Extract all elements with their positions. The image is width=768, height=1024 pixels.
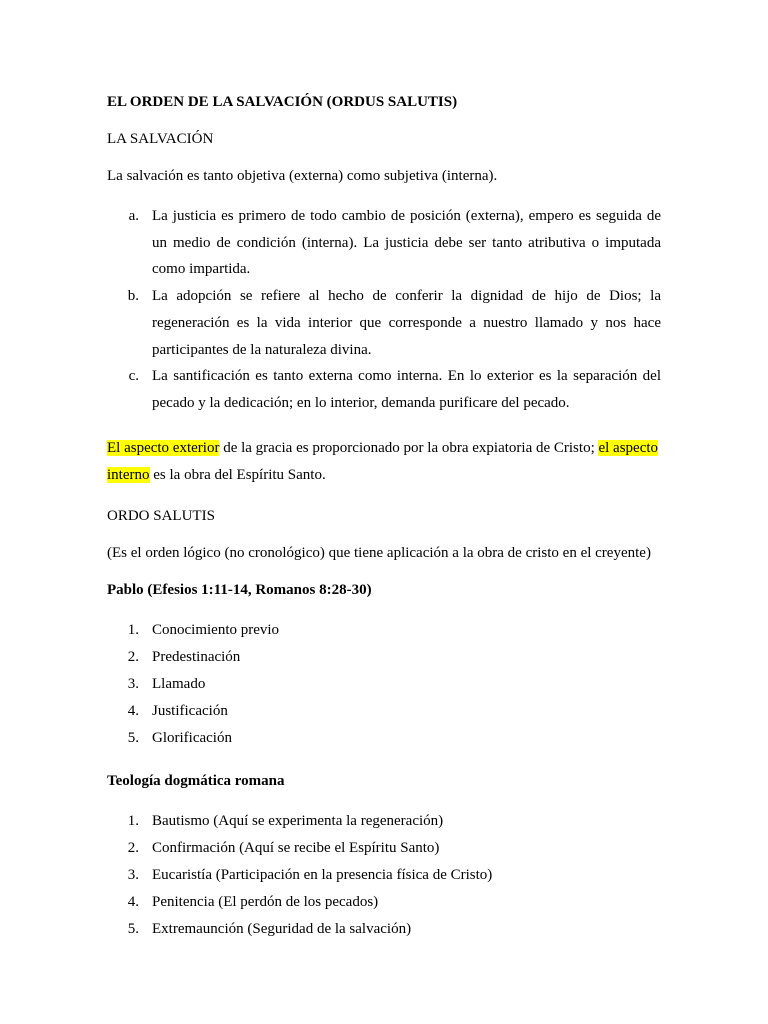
highlight-aspect-exterior: El aspecto exterior [107, 439, 220, 456]
list-item [107, 916, 661, 943]
list-item-text: Confirmación (Aquí se recibe el Espíritu Santo) [152, 839, 440, 856]
ordo-description: (Es el orden lógico (no cronológico) que tiene aplicación a la obra de cristo en el creyente) [107, 544, 651, 561]
list-marker: 5. [127, 920, 139, 937]
intro-paragraph: La salvación es tanto objetiva (externa) como subjetiva (interna). [107, 168, 498, 184]
document-title: EL ORDEN DE LA SALVACIÓN (ORDUS SALUTIS) [107, 94, 458, 110]
list-item-text: Predestinación [152, 648, 241, 665]
list-item-text: Penitencia (El perdón de los pecados) [152, 893, 379, 910]
list-item-text: La justicia es primero de todo cambio de posición (externa), empero es seguida de un medio de condición (interna). La justicia debe ser tanto atributiva o imputada como impartida. [152, 208, 661, 278]
list-marker: 3. [127, 675, 139, 692]
list-item [107, 725, 661, 752]
list-item-text: Eucaristía (Participación en la presencia física de Cristo) [152, 866, 493, 883]
highlight-aspect-interno: el aspecto interno [107, 439, 659, 483]
list-item-text: Extremaunción (Seguridad de la salvación) [152, 920, 412, 937]
alpha-list [107, 203, 661, 417]
list-item [107, 698, 661, 725]
list-marker: a. [128, 208, 139, 224]
document-page [107, 92, 661, 962]
list-item [107, 644, 661, 671]
list-marker: 5. [127, 729, 139, 746]
list-item [107, 671, 661, 698]
list-item-text: Conocimiento previo [152, 621, 280, 638]
list-marker: 4. [127, 702, 139, 719]
list-marker: 2. [127, 648, 139, 665]
romana-heading: Teología dogmática romana [107, 772, 285, 789]
aspect-paragraph [107, 435, 661, 489]
list-item-text: Bautismo (Aquí se experimenta la regeneración) [152, 812, 444, 829]
list-marker: 1. [127, 621, 139, 638]
pablo-heading: Pablo (Efesios 1:11-14, Romanos 8:28-30) [107, 581, 372, 598]
list-marker: 1. [127, 812, 139, 829]
list-item-text: Llamado [152, 675, 206, 692]
list-item [107, 283, 661, 363]
list-item [107, 617, 661, 644]
list-marker: c. [128, 368, 139, 385]
list-item [107, 889, 661, 916]
romana-list [107, 808, 661, 943]
list-item [107, 808, 661, 835]
aspect-text-end: es la obra del Espíritu Santo. [149, 466, 326, 483]
section-heading-ordo-salutis: ORDO SALUTIS [107, 507, 215, 524]
section-heading-salvacion: LA SALVACIÓN [107, 131, 214, 147]
list-item-text: Justificación [152, 702, 228, 719]
list-item-text: La adopción se refiere al hecho de conferir la dignidad de hijo de Dios; la regeneración es la vida interior que corresponde a nuestro llamado y nos hace participantes de la naturaleza divina. [152, 288, 661, 358]
aspect-text-middle: de la gracia es proporcionado por la obra expiatoria de Cristo; [219, 439, 599, 456]
list-item [107, 363, 661, 416]
list-marker: b. [127, 288, 139, 305]
list-item-text: Glorificación [152, 729, 232, 746]
pablo-list [107, 617, 661, 752]
list-marker: 3. [127, 866, 139, 883]
list-item-text: La santificación es tanto externa como interna. En lo exterior es la separación del pecado y la dedicación; en lo interior, demanda purificare del pecado. [152, 368, 661, 411]
list-item [107, 835, 661, 862]
list-marker: 2. [127, 839, 139, 856]
list-item [107, 203, 661, 283]
list-marker: 4. [127, 893, 139, 910]
list-item [107, 862, 661, 889]
